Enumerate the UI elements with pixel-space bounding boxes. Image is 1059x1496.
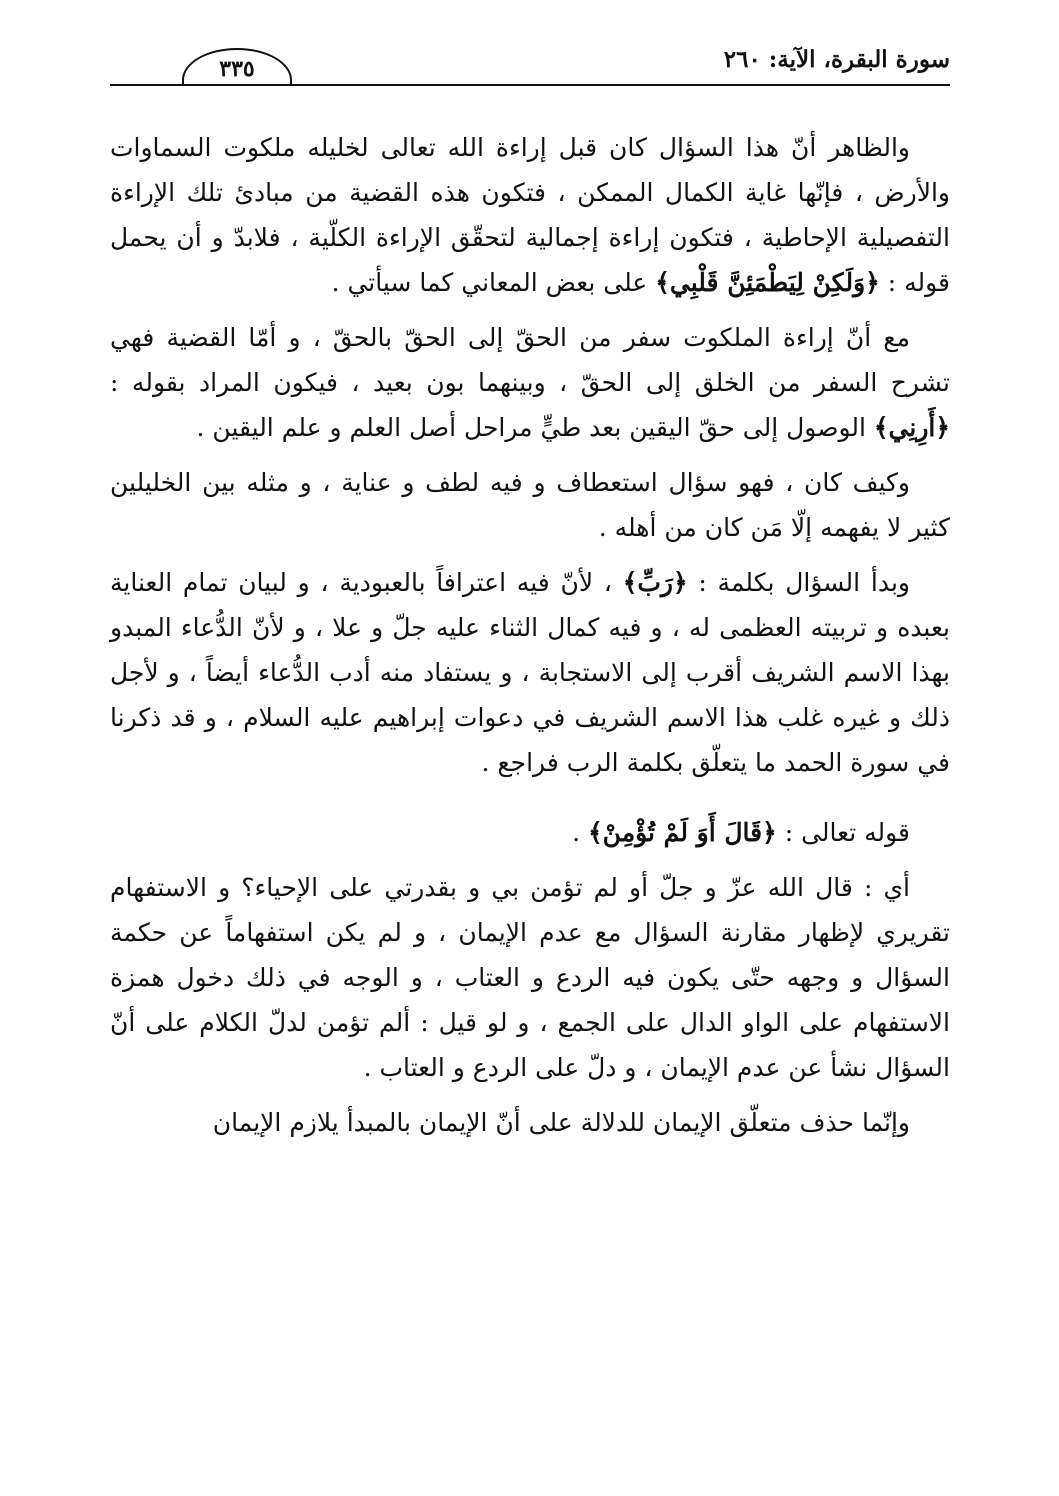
page-body: [110, 125, 950, 1155]
quran-quote: ﴿رَبِّ﴾: [622, 568, 688, 597]
quran-quote: ﴿وَلَكِنْ لِيَطْمَئِنَّ قَلْبِي﴾: [655, 268, 880, 297]
running-title: سورة البقرة، الآية: ٢٦٠: [723, 46, 950, 73]
header-rule: [110, 84, 950, 86]
paragraph-text: .: [572, 818, 589, 847]
paragraph-4: [110, 560, 950, 785]
paragraph-text: والظاهر أنّ هذا السؤال كان قبل إراءة الله تعالى لخليله ملكوت السماوات والأرض ، فإنّها غاية الكمال الممكن ، فتكون هذه القضية من مبادئ تلك الإراءة التفصيلية الإحاطية ، فتكون إراءة إجمالية لتحقّق الإراءة الكلّية ، فلابدّ و أن يحمل قوله :: [110, 133, 950, 297]
paragraph-1: [110, 125, 950, 305]
paragraph-7: وإنّما حذف متعلّق الإيمان للدلالة على أنّ الإيمان بالمبدأ يلازم الإيمان: [212, 1108, 910, 1137]
paragraph-2: [110, 315, 950, 450]
paragraph-text: مع أنّ إراءة الملكوت سفر من الحقّ إلى الحقّ بالحقّ ، و أمّا القضية فهي تشرح السفر من الخلق إلى الحقّ ، وبينهما بون بعيد ، فيكون المراد بقوله :: [110, 323, 950, 397]
paragraph-6: أي : قال الله عزّ و جلّ أو لم تؤمن بي و بقدرتي على الإحياء؟ و الاستفهام تقريري لإظهار مقارنة السؤال مع عدم الإيمان ، و لم يكن استفهاماً عن حكمة السؤال و وجهه حتّى يكون فيه الردع و العتاب ، و الوجه في ذلك دخول همزة الاستفهام على الواو الدال على الجمع ، و لو قيل : ألم تؤمن لدلّ الكلام على أنّ السؤال نشأ عن عدم الإيمان ، و دلّ على الردع و العتاب .: [110, 873, 950, 1082]
verse-heading: [110, 810, 950, 855]
page-number: ٣٣٥: [182, 48, 292, 84]
paragraph-text: على بعض المعاني كما سيأتي .: [331, 268, 656, 297]
quran-quote: ﴿قَالَ أَوَ لَمْ تُؤْمِنْ﴾: [588, 818, 777, 847]
paragraph-text: الوصول إلى حقّ اليقين بعد طيٍّ مراحل أصل العلم و علم اليقين .: [196, 413, 874, 442]
paragraph-text: وبدأ السؤال بكلمة :: [687, 568, 910, 597]
quran-quote: ﴿أَرِنِي﴾: [873, 413, 950, 442]
paragraph-text: ، لأنّ فيه اعترافاً بالعبودية ، و لبيان تمام العناية بعبده و تربيته العظمى له ، و فيه كمال الثناء عليه جلّ و علا ، و لأنّ الدُّعاء المبدو بهذا الاسم الشريف أقرب إلى الاستجابة ، و يستفاد منه أدب الدُّعاء أيضاً ، و لأجل ذلك و غيره غلب هذا الاسم الشريف في دعوات إبراهيم عليه السلام ، و قد ذكرنا في سورة الحمد ما يتعلّق بكلمة الرب فراجع .: [110, 568, 950, 777]
paragraph-3: وكيف كان ، فهو سؤال استعطاف و فيه لطف و عناية ، و مثله بين الخليلين كثير لا يفهمه إلّا مَن كان من أهله .: [110, 468, 950, 542]
page-header: [110, 44, 950, 88]
paragraph-text: قوله تعالى :: [776, 818, 910, 847]
